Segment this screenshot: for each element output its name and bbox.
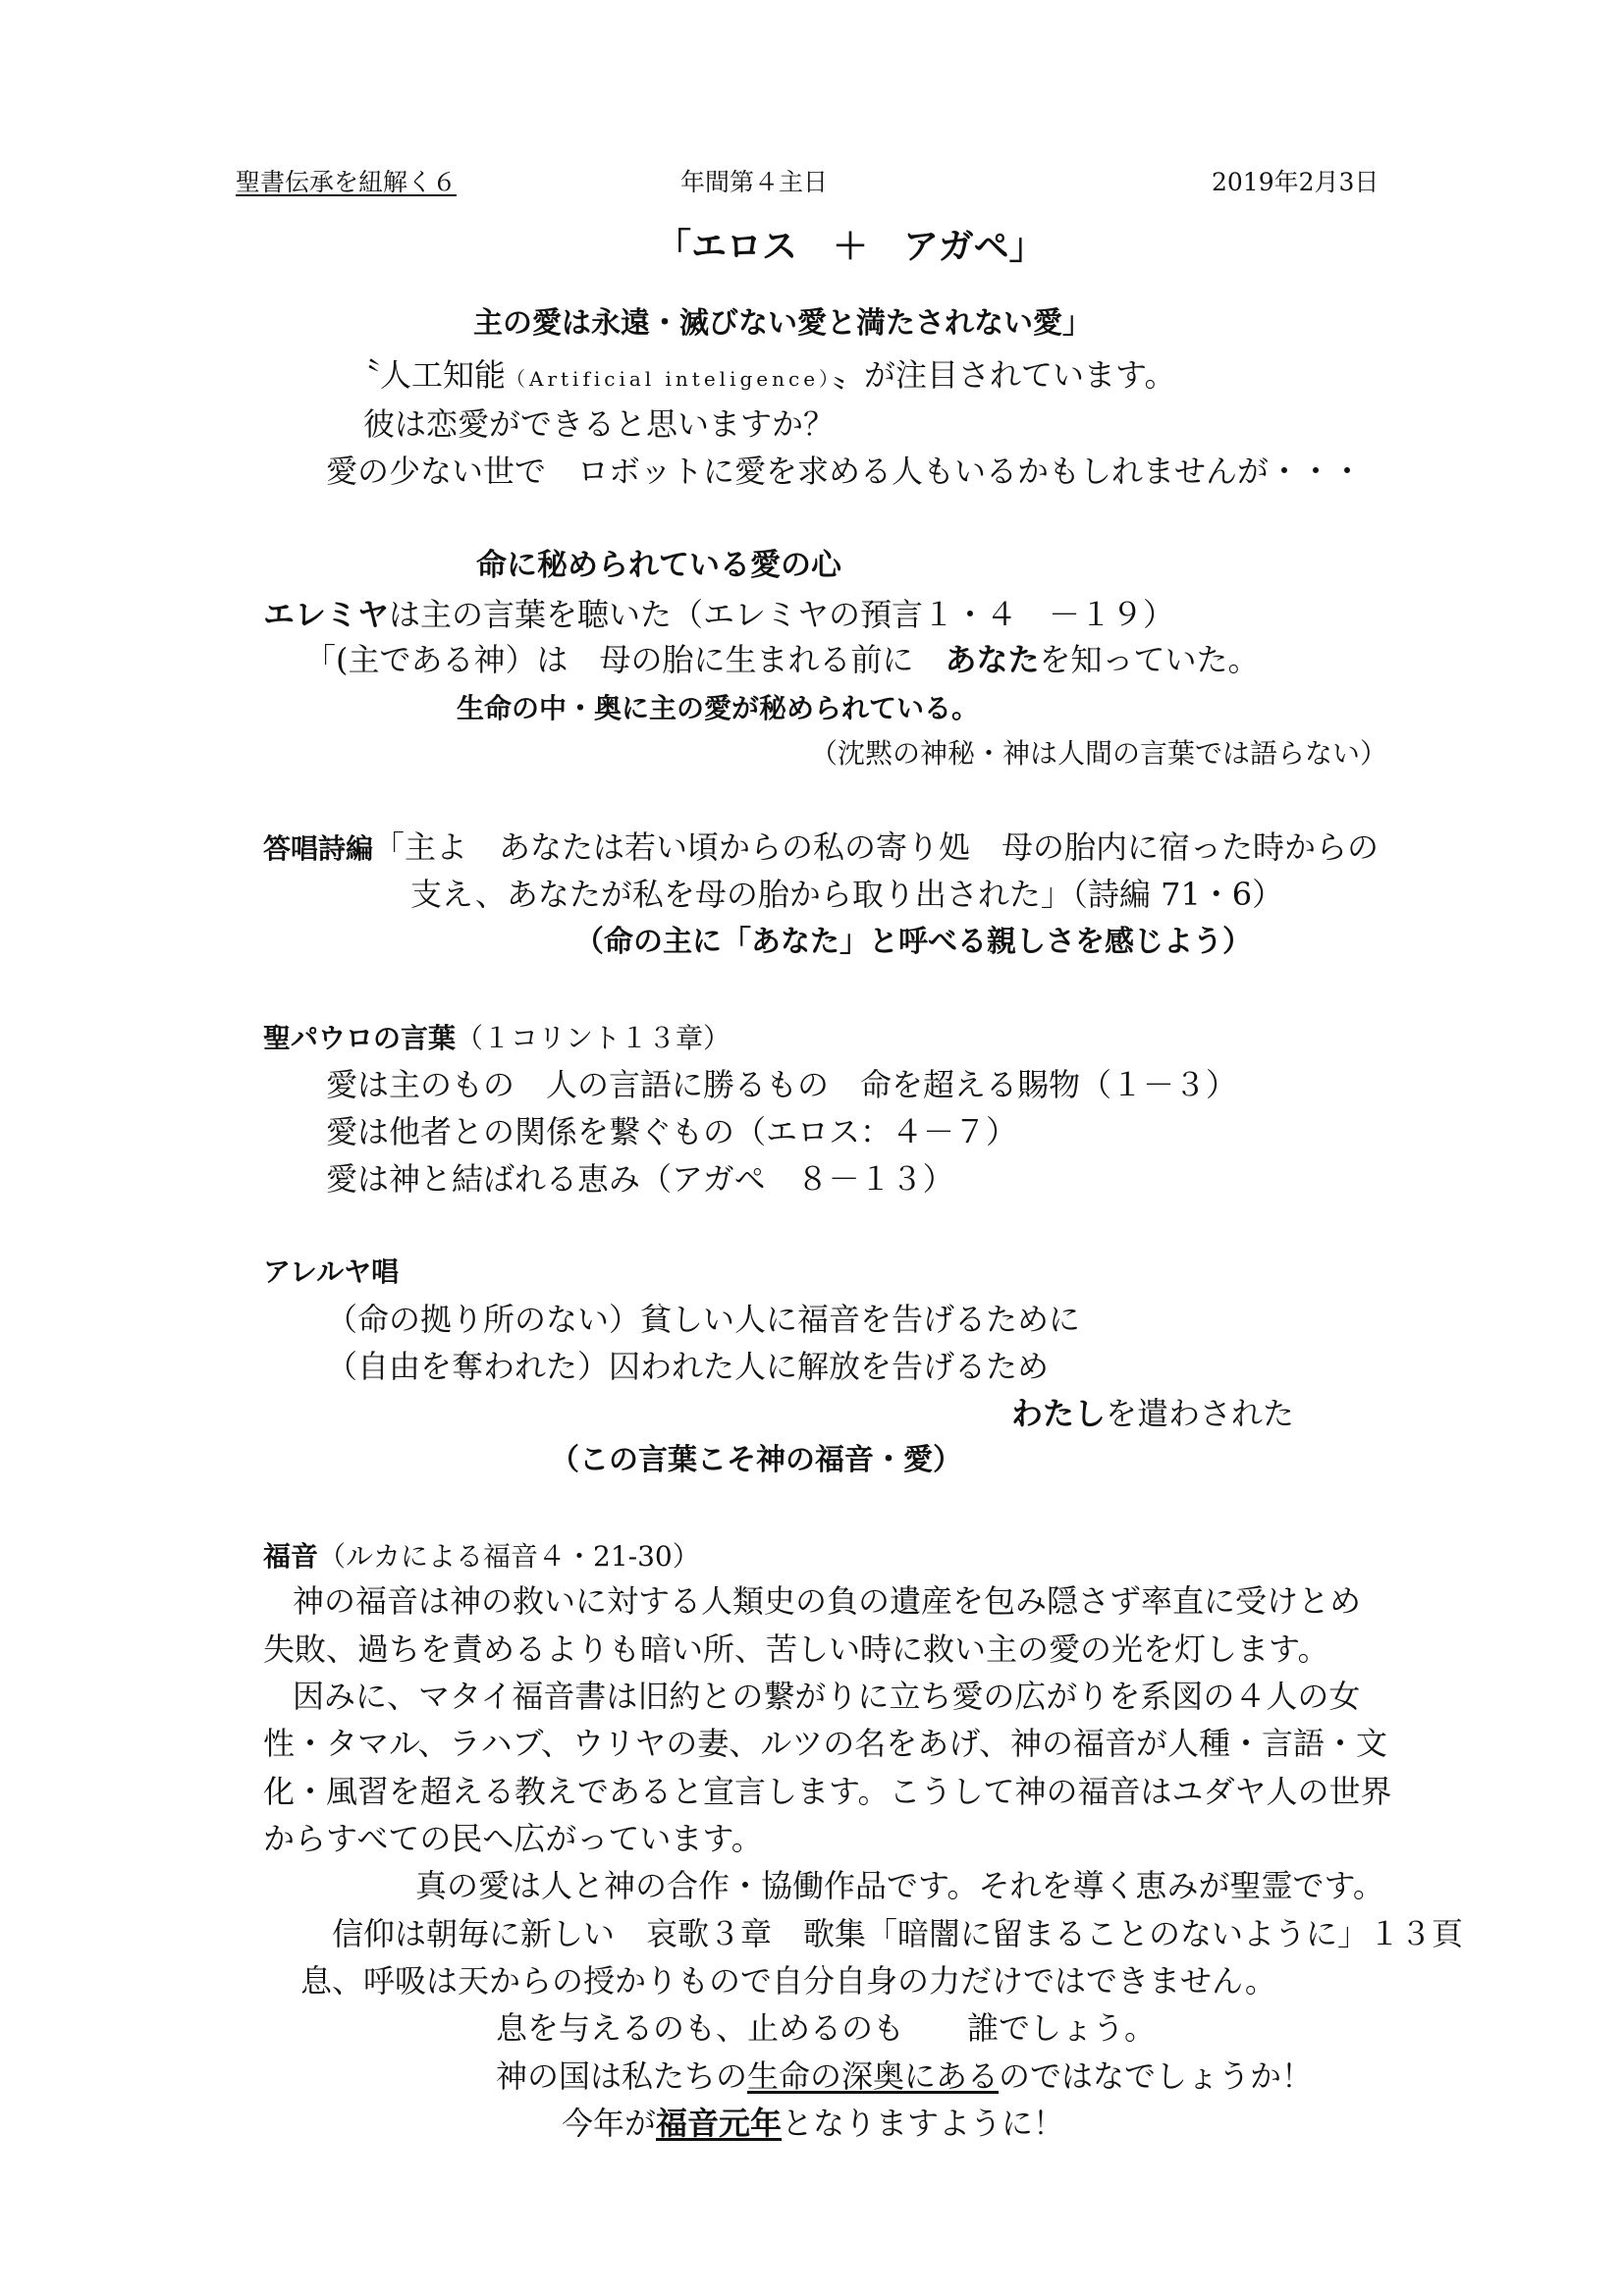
kingdom-underline: 生命の深奥にある <box>747 2057 1000 2095</box>
gospel-text-6: からすべての民へ広がっています。 <box>263 1820 763 1857</box>
gospel-text-3: 因みに、マタイ福音書は旧約との繋がりに立ち愛の広がりを系図の４人の女 <box>293 1678 1361 1715</box>
gospel-text-8: 信仰は朝毎に新しい 哀歌３章 歌集「暗闇に留まることのないように」１３頁 <box>332 1915 1464 1952</box>
paul-item-3: 愛は神と結ばれる恵み（アガペ ８－１３） <box>326 1160 954 1198</box>
paul-label: 聖パウロの言葉 <box>263 1022 457 1054</box>
gospel-text-4: 性・タマル、ラハブ、ウリヤの妻、ルツの名をあげ、神の福音が人種・言語・文 <box>263 1725 1387 1762</box>
year-start: 今年が <box>562 2105 657 2142</box>
psalm-line-2: 支え、あなたが私を母の胎から取り出された」（詩編 71・6） <box>410 876 1284 913</box>
gospel-text-1: 神の福音は神の救いに対する人類史の負の遺産を包み隠さず率直に受けとめ <box>293 1582 1362 1620</box>
alleluia-label: アレルヤ唱 <box>263 1255 400 1288</box>
page-subtitle: 主の愛は永遠・滅びない愛と満たされない愛」 <box>473 306 1092 341</box>
psalm-label: 答唱詩編 <box>263 832 374 865</box>
intro-ai-english: （Artificial inteligence） <box>506 367 834 391</box>
intro-ai-rest: 〟が注目されています。 <box>833 356 1176 394</box>
jeremiah-name: エレミヤ <box>263 596 390 633</box>
kingdom-end: のではなでしょうか！ <box>999 2057 1314 2095</box>
gospel-text-12 <box>562 2104 1064 2143</box>
alleluia-sent: を遣わされた <box>1106 1395 1295 1432</box>
date-label: 2019年2月3日 <box>1212 168 1380 196</box>
intro-line-3: 愛の少ない世で ロボットに愛を求める人もいるかもしれませんが・・・ <box>326 453 1364 490</box>
gospel-label: 福音 <box>263 1540 319 1573</box>
gospel-text-5: 化・風習を超える教えであると宣言します。こうして神の福音はユダヤ人の世界 <box>263 1773 1392 1810</box>
year-underline: 福音元年 <box>656 2105 783 2142</box>
intro-ai-text: 〝人工知能 <box>349 356 507 394</box>
paul-line <box>263 1017 731 1058</box>
gospel-line <box>263 1535 700 1576</box>
gospel-text-10: 息を与えるのも、止めるのも 誰でしょう。 <box>496 2009 1157 2047</box>
alleluia-note: （この言葉こそ神の福音・愛） <box>550 1443 962 1477</box>
alleluia-line-1: （命の拠り所のない）貧しい人に福音を告げるために <box>326 1301 1081 1338</box>
sunday-label: 年間第４主日 <box>680 168 829 196</box>
page-title: 「エロス ＋ アガペ」 <box>656 227 1045 267</box>
jeremiah-quote <box>304 640 1260 679</box>
silence-note: （沈黙の神秘・神は人間の言葉では語らない） <box>810 737 1388 770</box>
series-title: 聖書伝承を紐解く６ <box>236 168 458 196</box>
alleluia-me: わたし <box>1011 1395 1107 1432</box>
psalm-note: （命の主に「あなた」と呼べる親しさを感じよう） <box>574 925 1252 959</box>
paul-item-2: 愛は他者との関係を繋ぐもの（エロス：４－７） <box>326 1113 1018 1150</box>
paul-ref: （１コリント１３章） <box>456 1022 731 1054</box>
intro-line-1 <box>349 355 1175 399</box>
alleluia-line-2: （自由を奪われた）囚われた人に解放を告げるため <box>326 1348 1050 1385</box>
jeremiah-line <box>263 595 1174 634</box>
gospel-text-11 <box>496 2056 1313 2096</box>
gospel-text-2: 失敗、過ちを責めるよりも暗い所、苦しい時に救い主の愛の光を灯します。 <box>263 1630 1329 1668</box>
psalm-line-1 <box>263 828 1379 869</box>
intro-line-2: 彼は恋愛ができると思いますか？ <box>363 405 836 443</box>
alleluia-line-3 <box>1011 1394 1294 1433</box>
jeremiah-quote-you: あなた <box>945 641 1040 678</box>
hidden-love-line: 生命の中・奥に主の愛が秘められている。 <box>457 692 980 724</box>
year-end: となりますように！ <box>782 2105 1065 2142</box>
gospel-text-9: 息、呼吸は天からの授かりもので自分自身の力だけではできません。 <box>300 1962 1276 2000</box>
psalm-text-1: 「主よ あなたは若い頃からの私の寄り処 母の胎内に宿った時からの <box>373 828 1380 866</box>
jeremiah-ref: は主の言葉を聴いた（エレミヤの預言１・４ －１９） <box>389 596 1175 633</box>
jeremiah-quote-start: 「(主である神）は 母の胎に生まれる前に <box>304 641 946 678</box>
gospel-text-7: 真の愛は人と神の合作・協働作品です。それを導く恵みが聖霊です。 <box>415 1867 1384 1904</box>
paul-item-1: 愛は主のもの 人の言語に勝るもの 命を超える賜物（１－３） <box>326 1066 1238 1103</box>
jeremiah-quote-end: を知っていた。 <box>1039 641 1260 678</box>
section-heading-life: 命に秘められている愛の心 <box>476 548 841 583</box>
kingdom-start: 神の国は私たちの <box>496 2057 748 2095</box>
gospel-ref: （ルカによる福音４・21-30） <box>318 1540 700 1573</box>
